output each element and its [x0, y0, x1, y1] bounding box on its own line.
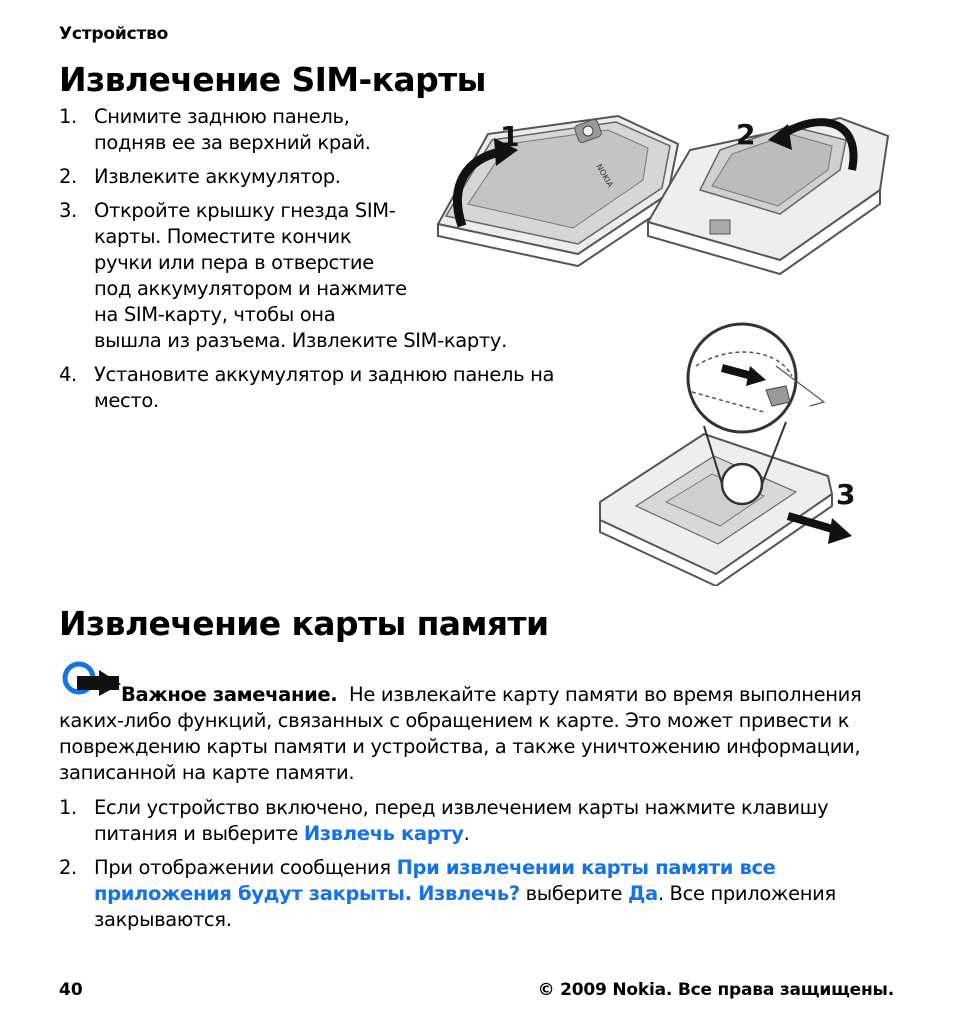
- copyright-notice: © 2009 Nokia. Все права защищены.: [537, 980, 894, 1000]
- important-note: [59, 682, 901, 786]
- list-item: [59, 362, 589, 414]
- eject-warning-message: приложения будут закрыты. Извлечь?: [94, 882, 520, 905]
- section-label: Устройство: [59, 24, 169, 44]
- step-text-line: Если устройство включено, перед извлечением карты нажмите клавишу: [94, 796, 829, 819]
- step-text: При отображении сообщения: [94, 856, 397, 879]
- step-text-line: под аккумулятором и нажмите: [94, 277, 407, 300]
- step-text-line: [94, 881, 899, 907]
- zoom-circle: [688, 324, 796, 432]
- step-number: 4.: [59, 363, 77, 386]
- note-line: записанной на карте памяти.: [59, 761, 355, 784]
- note-line: [59, 682, 901, 708]
- zoom-target-circle: [722, 464, 762, 504]
- step-label-3: 3: [836, 478, 856, 511]
- step-number: 2.: [59, 856, 77, 879]
- remove-battery-illustration: [640, 110, 908, 278]
- step-label-1: 1: [500, 120, 520, 153]
- step-number: 3.: [59, 199, 77, 222]
- step-text-line: Установите аккумулятор и заднюю панель на: [94, 363, 555, 386]
- memory-card-removal-steps: [59, 795, 899, 941]
- step-number: 1.: [59, 796, 77, 819]
- note-line: повреждению карты памяти и устройства, а также уничтожению информации,: [59, 735, 861, 758]
- phone-illustration: [600, 434, 832, 586]
- list-item: [59, 795, 899, 847]
- brand-logo-text: NOKIA: [594, 162, 615, 189]
- step-label-2: 2: [736, 118, 756, 151]
- note-label: Важное замечание.: [121, 683, 338, 706]
- note-text: Не извлекайте карту памяти во время выполнения: [349, 683, 862, 706]
- step-number: 2.: [59, 165, 77, 188]
- step-text-line: ручки или пера в отверстие: [94, 251, 374, 274]
- step-text-line: закрываются.: [94, 908, 232, 931]
- step-text-line: Извлеките аккумулятор.: [94, 165, 341, 188]
- step-text: питания и выберите: [94, 822, 304, 845]
- step-text-line: Снимите заднюю панель,: [94, 105, 350, 128]
- step-text-line: место.: [94, 389, 159, 412]
- yes-option[interactable]: Да: [628, 882, 658, 905]
- step-text-line: подняв ее за верхний край.: [94, 131, 371, 154]
- eject-card-option[interactable]: Извлечь карту: [303, 822, 464, 845]
- step-text: . Все приложения: [657, 882, 836, 905]
- eject-warning-message: При извлечении карты памяти все: [396, 856, 776, 879]
- remove-sim-card-illustration: [596, 306, 896, 586]
- slide-out-arrow-icon: [828, 518, 852, 544]
- step-text-line: [94, 821, 899, 847]
- step-text-line: вышла из разъема. Извлеките SIM-карту.: [94, 329, 507, 352]
- step-text: выберите: [519, 882, 629, 905]
- step-text-line: Откройте крышку гнезда SIM-: [94, 199, 396, 222]
- section-title-memory-card-removal: Извлечение карты памяти: [59, 604, 549, 643]
- step-text-line: на SIM-карту, чтобы она: [94, 303, 336, 326]
- step-text-line: карты. Поместите кончик: [94, 225, 352, 248]
- step-text: .: [463, 822, 470, 845]
- step-number: 1.: [59, 105, 77, 128]
- section-title-sim-removal: Извлечение SIM-карты: [59, 60, 486, 99]
- page-number: 40: [59, 980, 83, 1000]
- note-line: каких-либо функций, связанных с обращением к карте. Это может привести к: [59, 709, 850, 732]
- step-text-line: [94, 855, 899, 881]
- list-item: [59, 855, 899, 933]
